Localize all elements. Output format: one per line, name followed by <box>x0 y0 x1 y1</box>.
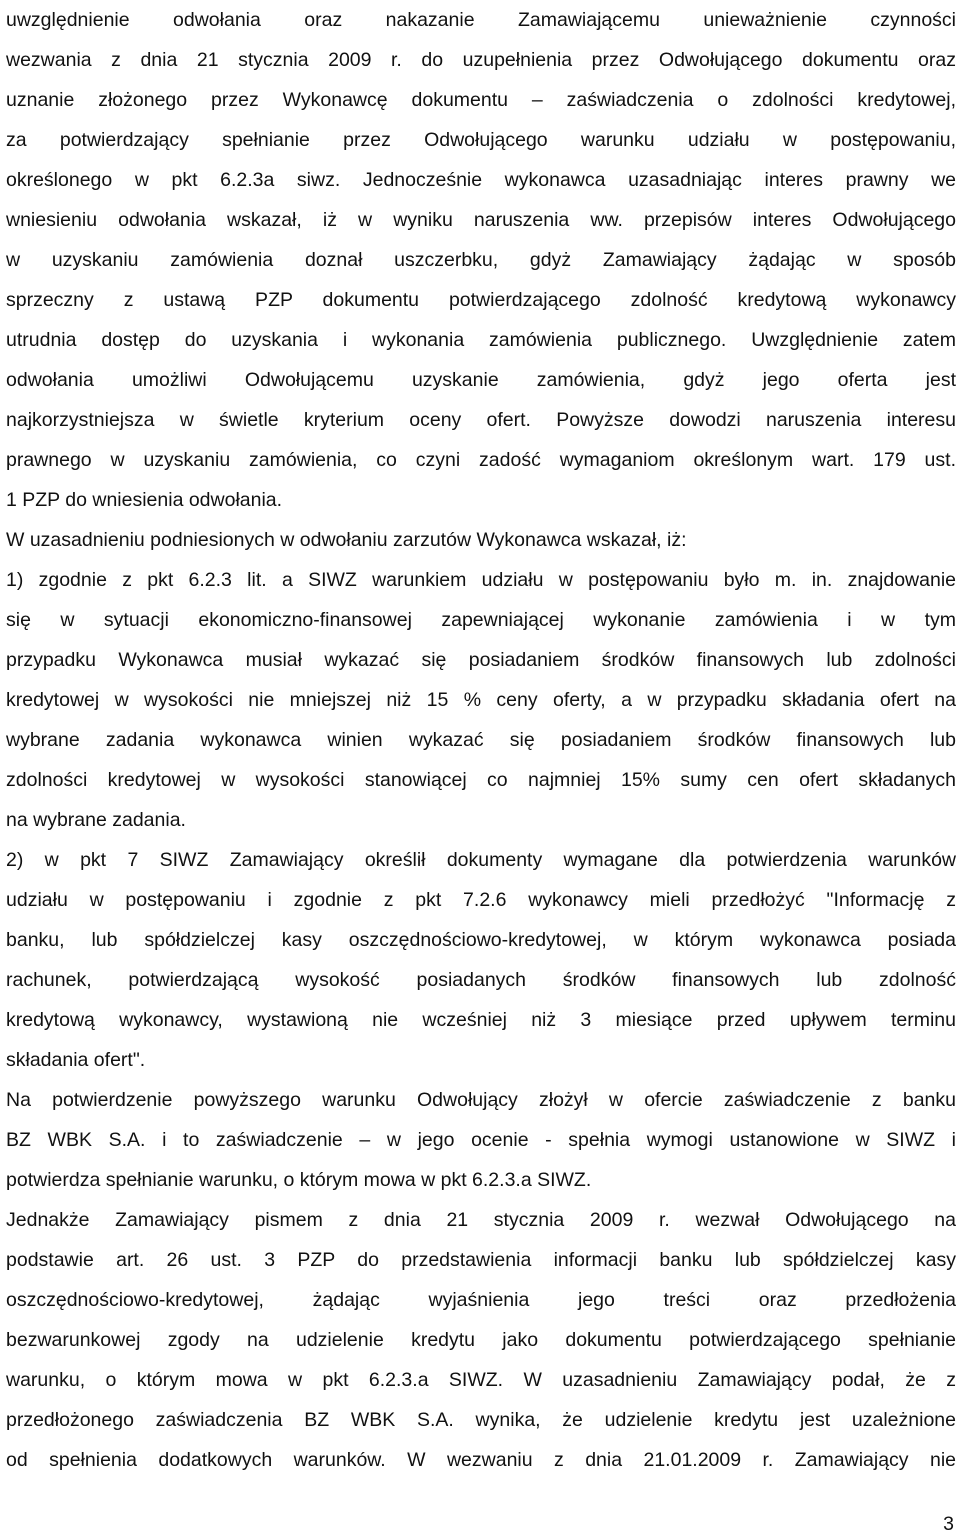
body-text-line: podstawie art. 26 ust. 3 PZP do przedstawienia informacji banku lub spółdzielczej kasy <box>6 1249 956 1271</box>
body-text-line: uwzględnienie odwołania oraz nakazanie Zamawiającemu unieważnienie czynności <box>6 9 956 31</box>
body-text-line: odwołania umożliwi Odwołującemu uzyskanie zamówienia, gdyż jego oferta jest <box>6 369 956 391</box>
body-text-line: określonego w pkt 6.2.3a siwz. Jednocześnie wykonawca uzasadniając interes prawny we <box>6 169 956 191</box>
body-text-line: banku, lub spółdzielczej kasy oszczędnościowo-kredytowej, w którym wykonawca posiada <box>6 929 956 951</box>
body-text-line: najkorzystniejsza w świetle kryterium oceny ofert. Powyższe dowodzi naruszenia interesu <box>6 409 956 431</box>
body-text-line: wezwania z dnia 21 stycznia 2009 r. do uzupełnienia przez Odwołującego dokumentu oraz <box>6 49 956 71</box>
page-number: 3 <box>943 1513 954 1535</box>
body-text-line: zdolności kredytowej w wysokości stanowiącej co najmniej 15% sumy cen ofert składanych <box>6 769 956 791</box>
body-text-line: od spełnienia dodatkowych warunków. W wezwaniu z dnia 21.01.2009 r. Zamawiający nie <box>6 1449 956 1471</box>
body-text-line: 1 PZP do wniesienia odwołania. <box>6 489 283 511</box>
body-text-line: W uzasadnieniu podniesionych w odwołaniu zarzutów Wykonawca wskazał, iż: <box>6 529 687 551</box>
body-text-line: w uzyskaniu zamówienia doznał uszczerbku, gdyż Zamawiający żądając w sposób <box>6 249 956 271</box>
body-text-line: wniesieniu odwołania wskazał, iż w wyniku naruszenia ww. przepisów interes Odwołującego <box>6 209 956 231</box>
body-text-line: oszczędnościowo-kredytowej, żądając wyjaśnienia jego treści oraz przedłożenia <box>6 1289 956 1311</box>
body-text-line: udziału w postępowaniu i zgodnie z pkt 7.2.6 wykonawcy mieli przedłożyć "Informację z <box>6 889 956 911</box>
body-text-line: kredytową wykonawcy, wystawioną nie wcześniej niż 3 miesiące przed upływem terminu <box>6 1009 956 1031</box>
body-text-line: na wybrane zadania. <box>6 809 186 831</box>
body-text-line: rachunek, potwierdzającą wysokość posiadanych środków finansowych lub zdolność <box>6 969 956 991</box>
body-text-line: przypadku Wykonawca musiał wykazać się posiadaniem środków finansowych lub zdolności <box>6 649 956 671</box>
body-text-line: Na potwierdzenie powyższego warunku Odwołujący złożył w ofercie zaświadczenie z banku <box>6 1089 956 1111</box>
body-text-line: uznanie złożonego przez Wykonawcę dokumentu – zaświadczenia o zdolności kredytowej, <box>6 89 956 111</box>
body-text-line: prawnego w uzyskaniu zamówienia, co czyni zadość wymaganiom określonym wart. 179 ust. <box>6 449 956 471</box>
body-text-line: potwierdza spełnianie warunku, o którym mowa w pkt 6.2.3.a SIWZ. <box>6 1169 592 1191</box>
body-text-line: warunku, o którym mowa w pkt 6.2.3.a SIWZ. W uzasadnieniu Zamawiający podał, że z <box>6 1369 956 1391</box>
body-text-line: Jednakże Zamawiający pismem z dnia 21 stycznia 2009 r. wezwał Odwołującego na <box>6 1209 956 1231</box>
body-text-line: się w sytuacji ekonomiczno-finansowej zapewniającej wykonanie zamówienia i w tym <box>6 609 956 631</box>
body-text-line: 1) zgodnie z pkt 6.2.3 lit. a SIWZ warunkiem udziału w postępowaniu było m. in. znajdowanie <box>6 569 956 591</box>
body-text-line: składania ofert". <box>6 1049 146 1071</box>
body-text-line: BZ WBK S.A. i to zaświadczenie – w jego ocenie - spełnia wymogi ustanowione w SIWZ i <box>6 1129 956 1151</box>
body-text-line: kredytowej w wysokości nie mniejszej niż 15 % ceny oferty, a w przypadku składania ofert na <box>6 689 956 711</box>
body-text-line: wybrane zadania wykonawca winien wykazać się posiadaniem środków finansowych lub <box>6 729 956 751</box>
body-text-line: utrudnia dostęp do uzyskania i wykonania zamówienia publicznego. Uwzględnienie zatem <box>6 329 956 351</box>
body-text-line: sprzeczny z ustawą PZP dokumentu potwierdzającego zdolność kredytową wykonawcy <box>6 289 956 311</box>
body-text-line: bezwarunkowej zgody na udzielenie kredytu jako dokumentu potwierdzającego spełnianie <box>6 1329 956 1351</box>
body-text-line: przedłożonego zaświadczenia BZ WBK S.A. wynika, że udzielenie kredytu jest uzależnione <box>6 1409 956 1431</box>
body-text-line: 2) w pkt 7 SIWZ Zamawiający określił dokumenty wymagane dla potwierdzenia warunków <box>6 849 956 871</box>
document-page <box>6 0 956 1480</box>
body-text-line: za potwierdzający spełnianie przez Odwołującego warunku udziału w postępowaniu, <box>6 129 956 151</box>
